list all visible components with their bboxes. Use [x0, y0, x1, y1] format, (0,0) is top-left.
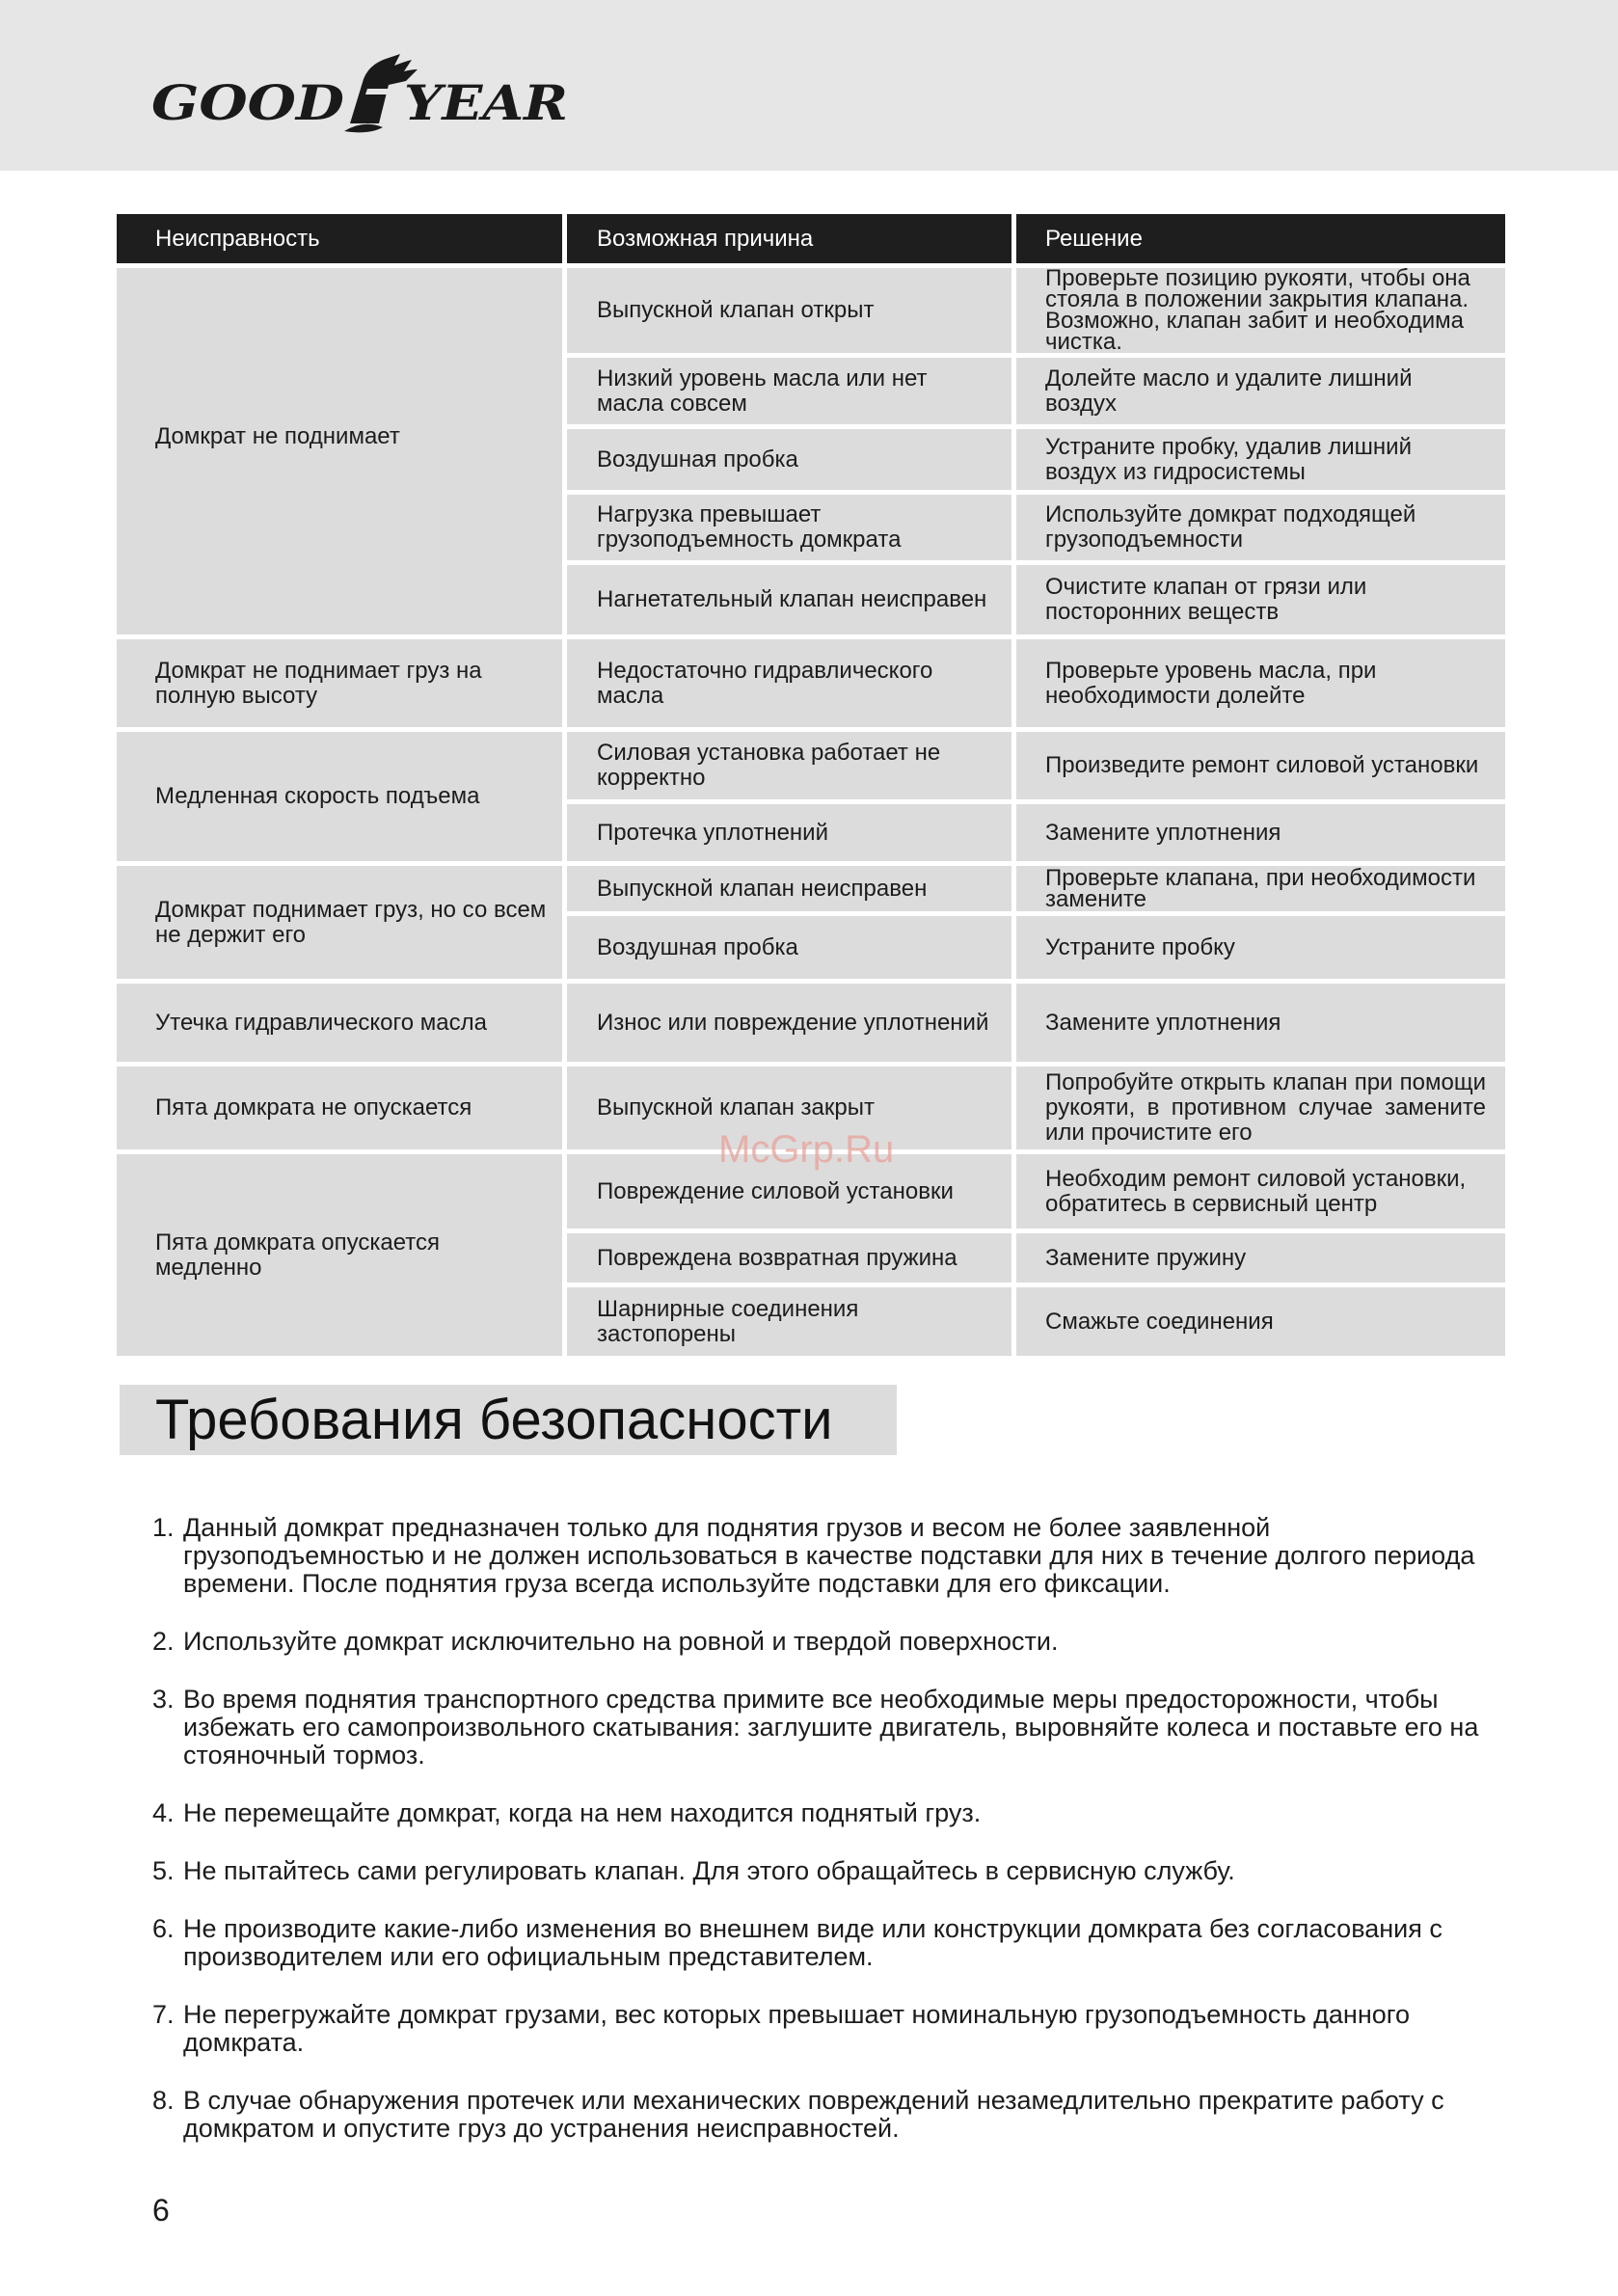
problem-cell: Утечка гидравлического масла — [117, 984, 562, 1062]
cause-cell: Шарнирные соединения застопорены — [567, 1287, 1011, 1356]
troubleshooting-table — [117, 214, 1505, 1356]
svg-text:GOOD: GOOD — [151, 74, 344, 131]
table-header-problem: Неисправность — [117, 214, 562, 263]
goodyear-wingfoot-logo-icon — [151, 50, 568, 137]
list-item: 4. Не перемещайте домкрат, когда на нем находится поднятый груз. — [152, 1798, 982, 1827]
cause-cell: Нагнетательный клапан неисправен — [567, 565, 1011, 635]
cause-cell: Недостаточно гидравлического масла — [567, 639, 1011, 727]
solution-cell: Очистите клапан от грязи или посторонних веществ — [1016, 565, 1505, 635]
solution-cell: Проверьте уровень масла, при необходимости долейте — [1016, 639, 1505, 727]
cause-cell: Силовая установка работает не корректно — [567, 732, 1011, 799]
solution-cell: Замените пружину — [1016, 1233, 1505, 1283]
cause-cell: Воздушная пробка — [567, 916, 1011, 979]
list-item: 3. Во время поднятия транспортного средства примите все необходимые меры предосторожности, чтобы избежать его самопроизвольного скатывания: заглушите двигатель, выровняйте колеса и поставьте его на стояночный тормоз. — [152, 1685, 1479, 1769]
section-title: Требования безопасности — [155, 1389, 833, 1451]
cause-cell: Воздушная пробка — [567, 429, 1011, 490]
cause-cell: Повреждена возвратная пружина — [567, 1233, 1011, 1283]
problem-cell: Домкрат не поднимает груз на полную высоту — [117, 639, 562, 727]
page-number: 6 — [152, 2193, 170, 2228]
solution-cell: Долейте масло и удалите лишний воздух — [1016, 358, 1505, 424]
table-header-solution: Решение — [1016, 214, 1505, 263]
header-band — [0, 0, 1618, 171]
section-title-box — [120, 1385, 897, 1455]
problem-cell: Пята домкрата опускается медленно — [117, 1154, 562, 1356]
solution-cell: Устраните пробку, удалив лишний воздух из гидросистемы — [1016, 429, 1505, 490]
problem-cell: Домкрат не поднимает — [117, 268, 562, 635]
goodyear-logo — [151, 50, 568, 137]
solution-cell: Попробуйте открыть клапан при помощи рукояти, в противном случае замените или прочистите его — [1016, 1067, 1505, 1149]
cause-cell: Повреждение силовой установки — [567, 1154, 1011, 1229]
svg-text:YEAR: YEAR — [404, 74, 568, 131]
problem-cell: Домкрат поднимает груз, но со всем не держит его — [117, 866, 562, 979]
solution-cell: Смажьте соединения — [1016, 1287, 1505, 1356]
list-item: 1. Данный домкрат предназначен только для поднятия грузов и весом не более заявленной грузоподъемностью и не должен использоваться в качестве подставки для них в течение долгого периода времени. После поднятия груза всегда используйте подставки для его фиксации. — [152, 1513, 1475, 1598]
cause-cell: Выпускной клапан открыт — [567, 268, 1011, 353]
safety-list — [152, 1514, 1502, 2173]
list-item: 2. Используйте домкрат исключительно на ровной и твердой поверхности. — [152, 1627, 1059, 1656]
watermark: McGrp.Ru — [718, 1128, 895, 1171]
cause-cell: Нагрузка превышает грузоподъемность домкрата — [567, 495, 1011, 560]
cause-cell: Выпускной клапан неисправен — [567, 866, 1011, 911]
table-header-cause: Возможная причина — [567, 214, 1011, 263]
solution-cell: Необходим ремонт силовой установки, обратитесь в сервисный центр — [1016, 1154, 1505, 1229]
list-item: 8. В случае обнаружения протечек или механических повреждений незамедлительно прекратите работу с домкратом и опустите груз до устранения неисправностей. — [152, 2086, 1444, 2143]
cause-cell: Износ или повреждение уплотнений — [567, 984, 1011, 1062]
cause-cell: Низкий уровень масла или нет масла совсем — [567, 358, 1011, 424]
list-item: 7. Не перегружайте домкрат грузами, вес которых превышает номинальную грузоподъемность данного домкрата. — [152, 2000, 1411, 2057]
list-item: 5. Не пытайтесь сами регулировать клапан. Для этого обращайтесь в сервисную службу. — [152, 1856, 1235, 1885]
list-item: 6. Не производите какие-либо изменения во внешнем виде или конструкции домкрата без согласования с производителем или его официальным представителем. — [152, 1914, 1443, 1971]
problem-cell: Медленная скорость подъема — [117, 732, 562, 861]
solution-cell: Проверьте клапана, при необходимости замените — [1016, 866, 1505, 911]
cause-cell: Выпускной клапан закрыт — [567, 1067, 1011, 1149]
problem-cell: Пята домкрата не опускается — [117, 1067, 562, 1149]
solution-cell: Замените уплотнения — [1016, 804, 1505, 861]
solution-cell: Устраните пробку — [1016, 916, 1505, 979]
solution-cell: Произведите ремонт силовой установки — [1016, 732, 1505, 799]
cause-cell: Протечка уплотнений — [567, 804, 1011, 861]
solution-cell: Проверьте позицию рукояти, чтобы она стояла в положении закрытия клапана. Возможно, клапан забит и необходима чистка. — [1016, 268, 1505, 353]
solution-cell: Замените уплотнения — [1016, 984, 1505, 1062]
solution-cell: Используйте домкрат подходящей грузоподъемности — [1016, 495, 1505, 560]
